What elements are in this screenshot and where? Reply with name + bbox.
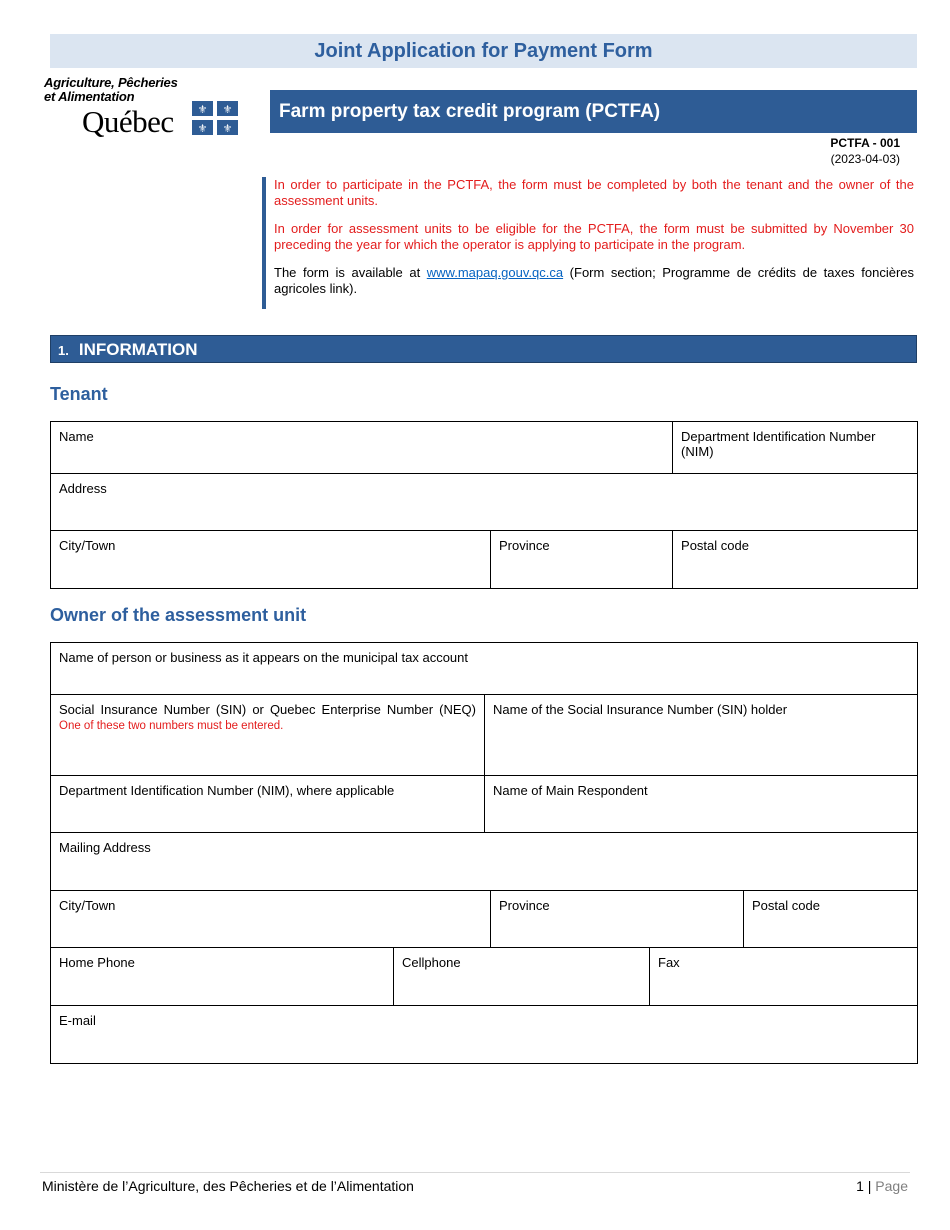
footer-page xyxy=(856,1178,908,1194)
owner-fax-field[interactable]: Fax xyxy=(650,948,918,1006)
svg-text:⚜: ⚜ xyxy=(222,103,233,116)
form-date: (2023-04-03) xyxy=(830,152,900,166)
page-label: Page xyxy=(875,1178,908,1194)
svg-text:⚜: ⚜ xyxy=(222,122,233,135)
owner-home-phone-field[interactable]: Home Phone xyxy=(51,948,394,1006)
owner-sin-neq-field[interactable] xyxy=(51,695,485,776)
form-code-block xyxy=(700,135,900,167)
notice-box xyxy=(262,177,914,309)
tenant-name-field[interactable]: Name xyxy=(51,422,673,474)
notice-paragraph-2: In order for assessment units to be eligible for the PCTFA, the form must be submitted by November 30 preceding the year for which the operator is applying to participate in the program. xyxy=(274,221,914,252)
department-line-2: et Alimentation xyxy=(44,89,135,104)
owner-nim-field[interactable]: Department Identification Number (NIM), where applicable xyxy=(51,776,485,833)
department-line-1: Agriculture, Pêcheries xyxy=(44,75,178,90)
owner-cellphone-field[interactable]: Cellphone xyxy=(394,948,650,1006)
quebec-flag-icon xyxy=(192,101,238,135)
notice-paragraph-3: The form is available at www.mapaq.gouv.qc.ca (Form section; Programme de crédits de taxes foncières agricoles link). xyxy=(274,265,914,296)
footer-divider xyxy=(40,1172,910,1173)
svg-text:⚜: ⚜ xyxy=(197,103,208,116)
footer-ministry: Ministère de l’Agriculture, des Pêcheries et de l’Alimentation xyxy=(42,1178,414,1194)
owner-sin-holder-field[interactable]: Name of the Social Insurance Number (SIN) holder xyxy=(485,695,918,776)
owner-sin-note: One of these two numbers must be entered. xyxy=(59,720,284,732)
quebec-wordmark: Québec xyxy=(82,104,174,139)
owner-name-field[interactable]: Name of person or business as it appears on the municipal tax account xyxy=(51,643,918,695)
owner-postal-field[interactable]: Postal code xyxy=(744,891,918,948)
section-title: INFORMATION xyxy=(78,340,198,359)
section-information-header xyxy=(50,335,917,363)
owner-email-field[interactable]: E-mail xyxy=(51,1006,918,1064)
program-title: Farm property tax credit program (PCTFA) xyxy=(270,90,917,133)
quebec-logo xyxy=(42,74,247,144)
owner-province-field[interactable]: Province xyxy=(491,891,744,948)
owner-sin-neq-label: Social Insurance Number (SIN) or Quebec Enterprise Number (NEQ) xyxy=(59,702,476,717)
owner-city-field[interactable]: City/Town xyxy=(51,891,491,948)
tenant-table xyxy=(50,421,918,589)
form-code: PCTFA - 001 xyxy=(830,136,900,150)
owner-respondent-field[interactable]: Name of Main Respondent xyxy=(485,776,918,833)
page-separator: | xyxy=(867,1178,872,1194)
owner-table xyxy=(50,642,918,948)
owner-contact-table xyxy=(50,947,918,1064)
tenant-city-field[interactable]: City/Town xyxy=(51,531,491,589)
page-number: 1 xyxy=(856,1178,864,1194)
tenant-heading: Tenant xyxy=(50,384,108,404)
tenant-address-field[interactable]: Address xyxy=(51,474,918,531)
section-number: 1. xyxy=(58,343,69,358)
mapaq-link[interactable]: www.mapaq.gouv.qc.ca xyxy=(426,265,564,280)
owner-heading: Owner of the assessment unit xyxy=(50,605,307,625)
tenant-province-field[interactable]: Province xyxy=(491,531,673,589)
notice-paragraph-1: In order to participate in the PCTFA, the form must be completed by both the tenant and the owner of the assessment units. xyxy=(274,177,914,208)
department-name xyxy=(44,76,178,104)
owner-mailing-field[interactable]: Mailing Address xyxy=(51,833,918,891)
form-title: Joint Application for Payment Form xyxy=(50,34,917,68)
svg-text:⚜: ⚜ xyxy=(197,122,208,135)
tenant-postal-field[interactable]: Postal code xyxy=(673,531,918,589)
tenant-nim-field[interactable]: Department Identification Number (NIM) xyxy=(673,422,918,474)
